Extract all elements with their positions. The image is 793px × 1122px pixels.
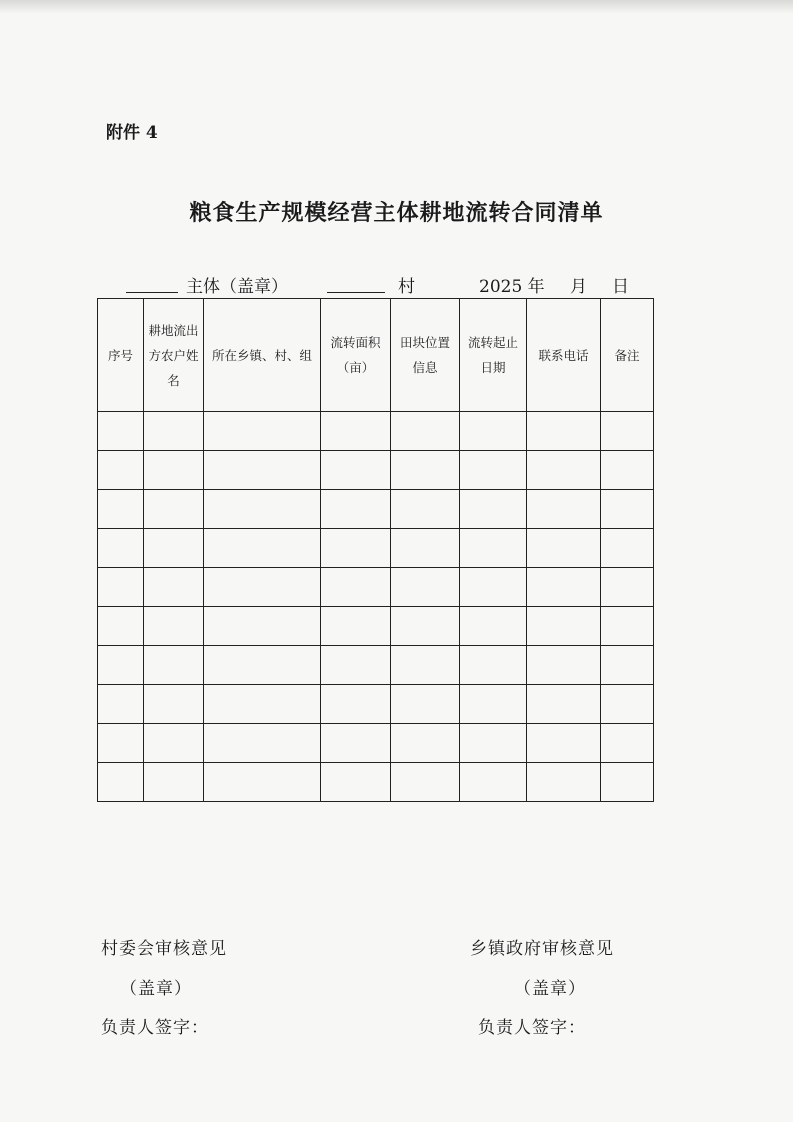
table-cell-area[interactable] xyxy=(321,451,391,490)
table-row xyxy=(98,568,654,607)
village-label: 村 xyxy=(398,277,415,297)
table-cell-farmer[interactable] xyxy=(144,724,204,763)
table-cell-plot[interactable] xyxy=(391,763,460,802)
table-cell-phone[interactable] xyxy=(527,646,601,685)
table-cell-dates[interactable] xyxy=(460,490,527,529)
table-cell-farmer[interactable] xyxy=(144,568,204,607)
table-cell-seq[interactable] xyxy=(98,490,144,529)
header-plot-info: 田块位置信息 xyxy=(391,299,460,412)
header-remark: 备注 xyxy=(601,299,654,412)
table-row xyxy=(98,724,654,763)
table-cell-farmer[interactable] xyxy=(144,529,204,568)
table-cell-remark[interactable] xyxy=(601,490,654,529)
table-cell-dates[interactable] xyxy=(460,451,527,490)
table-cell-area[interactable] xyxy=(321,490,391,529)
table-cell-location[interactable] xyxy=(204,529,321,568)
table-cell-location[interactable] xyxy=(204,490,321,529)
table-cell-phone[interactable] xyxy=(527,763,601,802)
entity-blank xyxy=(126,292,178,293)
table-cell-remark[interactable] xyxy=(601,568,654,607)
table-cell-dates[interactable] xyxy=(460,646,527,685)
table-cell-phone[interactable] xyxy=(527,607,601,646)
table-cell-phone[interactable] xyxy=(527,724,601,763)
entity-label: 主体（盖章） xyxy=(186,277,288,297)
table-cell-remark[interactable] xyxy=(601,685,654,724)
table-cell-plot[interactable] xyxy=(391,685,460,724)
table-cell-seq[interactable] xyxy=(98,763,144,802)
entity-line xyxy=(0,272,793,300)
table-cell-area[interactable] xyxy=(321,685,391,724)
header-area: 流转面积（亩） xyxy=(321,299,391,412)
table-row xyxy=(98,490,654,529)
table-cell-remark[interactable] xyxy=(601,763,654,802)
table-cell-remark[interactable] xyxy=(601,646,654,685)
table-cell-dates[interactable] xyxy=(460,412,527,451)
table-cell-seq[interactable] xyxy=(98,529,144,568)
table-cell-location[interactable] xyxy=(204,763,321,802)
header-dates: 流转起止日期 xyxy=(460,299,527,412)
header-location: 所在乡镇、村、组 xyxy=(204,299,321,412)
table-cell-location[interactable] xyxy=(204,607,321,646)
table-cell-farmer[interactable] xyxy=(144,763,204,802)
header-row xyxy=(98,299,654,412)
township-seal-label: （盖章） xyxy=(514,979,586,999)
table-cell-farmer[interactable] xyxy=(144,490,204,529)
table-cell-remark[interactable] xyxy=(601,412,654,451)
village-seal-label: （盖章） xyxy=(120,979,192,999)
table-row xyxy=(98,529,654,568)
table-cell-location[interactable] xyxy=(204,646,321,685)
table-cell-farmer[interactable] xyxy=(144,607,204,646)
table-cell-plot[interactable] xyxy=(391,607,460,646)
table-cell-plot[interactable] xyxy=(391,568,460,607)
table-cell-phone[interactable] xyxy=(527,529,601,568)
table-row xyxy=(98,451,654,490)
table-cell-remark[interactable] xyxy=(601,724,654,763)
table-cell-area[interactable] xyxy=(321,568,391,607)
table-cell-dates[interactable] xyxy=(460,724,527,763)
table-cell-remark[interactable] xyxy=(601,607,654,646)
village-opinion-label: 村委会审核意见 xyxy=(101,939,227,959)
contract-table xyxy=(97,298,654,802)
table-cell-seq[interactable] xyxy=(98,412,144,451)
table-cell-farmer[interactable] xyxy=(144,685,204,724)
table-row xyxy=(98,607,654,646)
table-cell-phone[interactable] xyxy=(527,685,601,724)
table-cell-location[interactable] xyxy=(204,568,321,607)
table-cell-plot[interactable] xyxy=(391,412,460,451)
header-phone: 联系电话 xyxy=(527,299,601,412)
scan-edge-shadow xyxy=(0,0,793,14)
table-cell-plot[interactable] xyxy=(391,529,460,568)
table-row xyxy=(98,646,654,685)
table-cell-phone[interactable] xyxy=(527,490,601,529)
table-cell-plot[interactable] xyxy=(391,451,460,490)
village-signer-label: 负责人签字： xyxy=(101,1018,209,1038)
table-cell-area[interactable] xyxy=(321,763,391,802)
table-cell-area[interactable] xyxy=(321,607,391,646)
table-cell-seq[interactable] xyxy=(98,451,144,490)
table-cell-location[interactable] xyxy=(204,724,321,763)
table-cell-dates[interactable] xyxy=(460,763,527,802)
day-label: 日 xyxy=(612,277,629,297)
township-opinion-label: 乡镇政府审核意见 xyxy=(470,939,614,959)
document-title: 粮食生产规模经营主体耕地流转合同清单 xyxy=(189,200,604,226)
header-seq: 序号 xyxy=(98,299,144,412)
table-cell-farmer[interactable] xyxy=(144,646,204,685)
table-cell-seq[interactable] xyxy=(98,607,144,646)
table-cell-remark[interactable] xyxy=(601,529,654,568)
table-cell-phone[interactable] xyxy=(527,568,601,607)
month-label: 月 xyxy=(570,277,587,297)
table-cell-phone[interactable] xyxy=(527,412,601,451)
table-cell-seq[interactable] xyxy=(98,646,144,685)
table-cell-plot[interactable] xyxy=(391,724,460,763)
village-blank xyxy=(327,292,385,293)
table-cell-seq[interactable] xyxy=(98,724,144,763)
table-cell-plot[interactable] xyxy=(391,646,460,685)
table-cell-location[interactable] xyxy=(204,685,321,724)
header-farmer-name: 耕地流出方农户姓名 xyxy=(144,299,204,412)
table-cell-area[interactable] xyxy=(321,529,391,568)
table-cell-farmer[interactable] xyxy=(144,451,204,490)
table-row xyxy=(98,763,654,802)
year-label: 2025 年 xyxy=(479,277,545,297)
table-cell-phone[interactable] xyxy=(527,451,601,490)
table-cell-dates[interactable] xyxy=(460,607,527,646)
table-row xyxy=(98,685,654,724)
table-cell-dates[interactable] xyxy=(460,685,527,724)
table-cell-dates[interactable] xyxy=(460,529,527,568)
table-row xyxy=(98,412,654,451)
table-cell-plot[interactable] xyxy=(391,490,460,529)
table-cell-area[interactable] xyxy=(321,724,391,763)
table-cell-dates[interactable] xyxy=(460,568,527,607)
table-cell-seq[interactable] xyxy=(98,568,144,607)
table-cell-location[interactable] xyxy=(204,412,321,451)
table-cell-area[interactable] xyxy=(321,646,391,685)
table-cell-remark[interactable] xyxy=(601,451,654,490)
table-cell-farmer[interactable] xyxy=(144,412,204,451)
township-signer-label: 负责人签字： xyxy=(478,1018,586,1038)
table-cell-seq[interactable] xyxy=(98,685,144,724)
table-cell-location[interactable] xyxy=(204,451,321,490)
attachment-label: 附件 4 xyxy=(106,123,158,143)
table-cell-area[interactable] xyxy=(321,412,391,451)
